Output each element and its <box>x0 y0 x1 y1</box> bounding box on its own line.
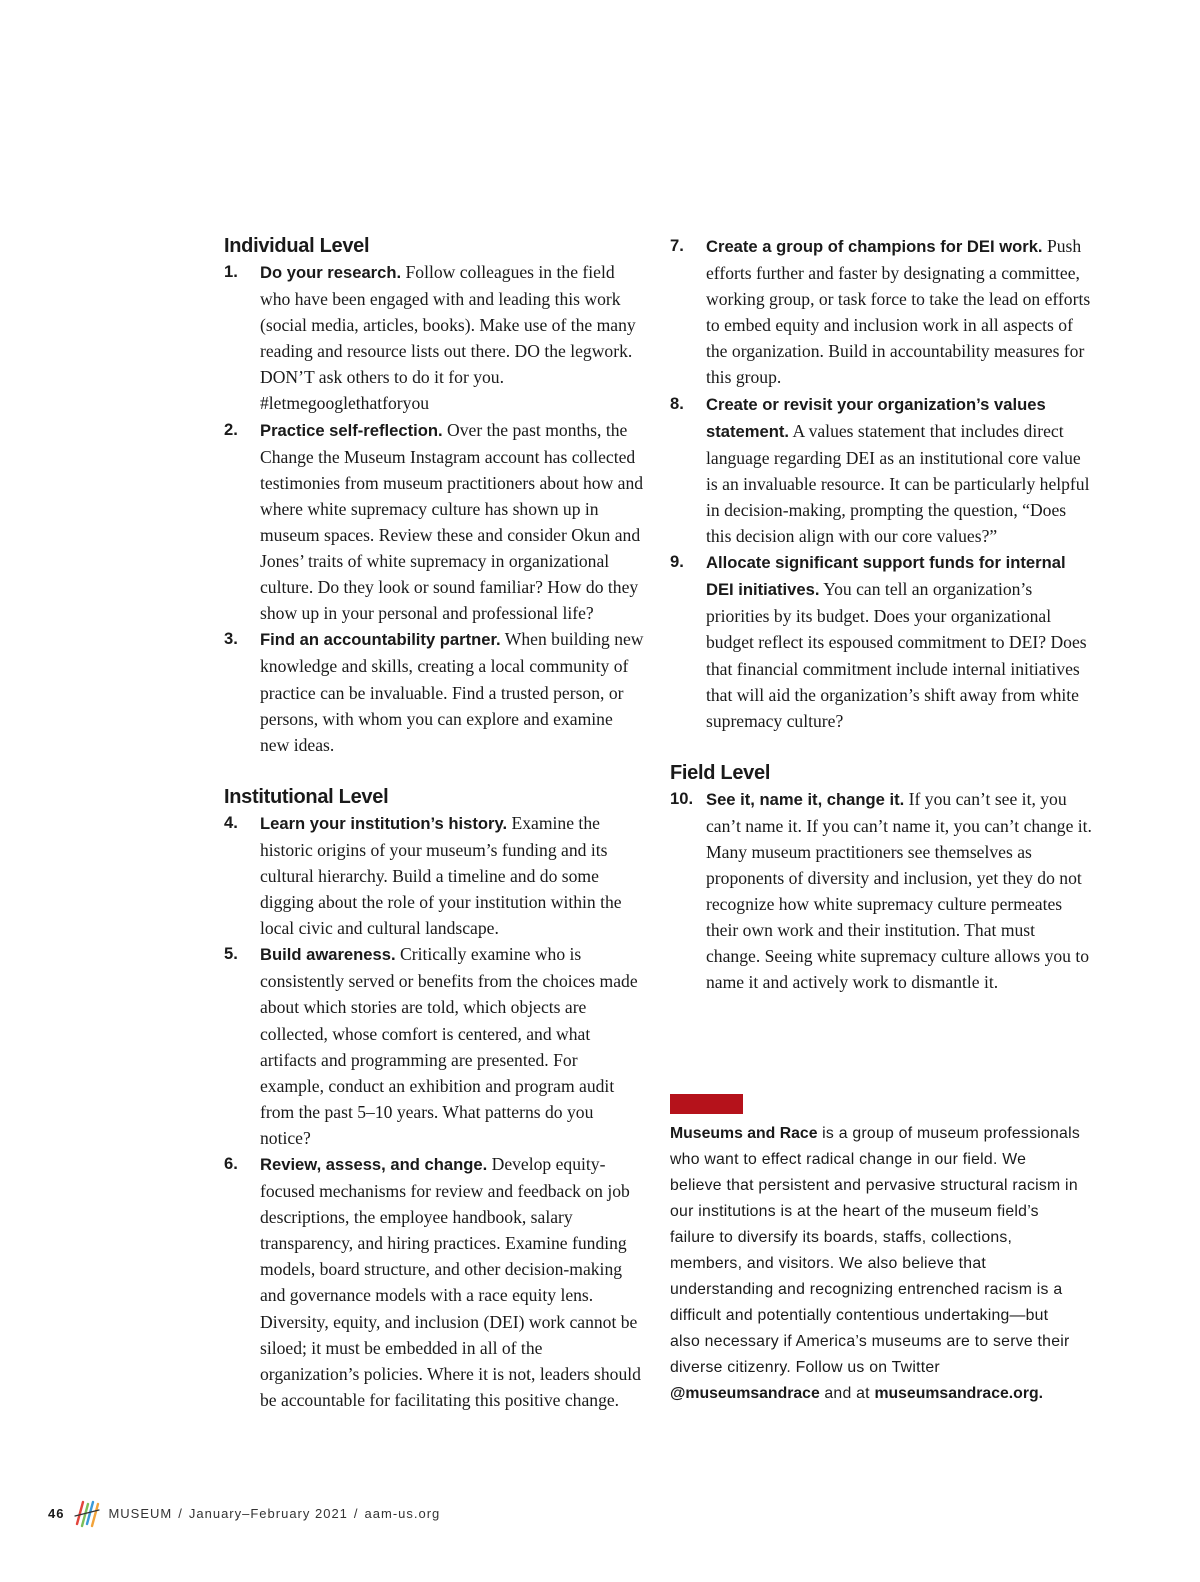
item-number: 7. <box>670 236 684 255</box>
item-body: If you can’t see it, you can’t name it. If you can’t name it, you can’t change it. Many museum practitioners see themselves as proponents of diversity and inclusion, yet they do not recognize how white supremacy culture permeates their own work and their institution. That must change. Seeing white supremacy culture allows you to name it and actively work to dismantle it. <box>706 788 1092 993</box>
list-item <box>224 810 644 941</box>
item-body: A values statement that includes direct language regarding DEI as an institutional core value is an invaluable resource. It can be particularly helpful in decision-making, prompting the question, “Does this decision align with our core values?” <box>706 420 1090 547</box>
individual-list <box>224 259 644 758</box>
institutional-level-heading: Institutional Level <box>224 785 389 808</box>
item-number: 6. <box>224 1154 238 1173</box>
item-lead: Build awareness. <box>260 945 396 965</box>
field-list <box>670 786 1092 996</box>
item-body: You can tell an organization’s priorities by its budget. Does your organizational budget reflect its espoused commitment to DEI? Does that financial commitment include internal initiatives that will aid the organization’s shift away from white supremacy culture? <box>706 579 1087 731</box>
item-number: 8. <box>670 393 684 413</box>
list-item <box>670 786 1092 996</box>
right-column <box>670 233 1092 996</box>
publication-name: MUSEUM <box>108 1505 173 1521</box>
item-number: 9. <box>670 552 684 572</box>
item-body: When building new knowledge and skills, creating a local community of practice can be invaluable. Find a trusted person, or persons, with whom you can explore and examine new ideas. <box>260 629 644 755</box>
about-text: is a group of museum professionals who want to effect radical change in our field. We believe that persistent and pervasive structural racism in our institutions is at the heart of the museum field’s failure to diversify its boards, staffs, collections, members, and visitors. We also believe that understanding and recognizing entrenched racism is a difficult and potentially contentious undertaking—but also necessary if America’s museums are to serve their diverse citizenry. Follow us on Twitter <box>670 1125 1081 1376</box>
list-item <box>224 259 644 417</box>
field-level-heading: Field Level <box>670 761 771 784</box>
individual-level-heading: Individual Level <box>224 235 370 257</box>
list-item <box>670 233 1092 391</box>
page-number: 46 <box>48 1505 65 1521</box>
about-museums-and-race <box>670 1121 1080 1407</box>
item-body: Push efforts further and faster by designating a committee, working group, or task force to take the lead on efforts to embed equity and inclusion work in all aspects of the organization. Build in accountability measures for this group. <box>706 236 1091 388</box>
page-footer <box>48 1496 440 1530</box>
item-number: 1. <box>224 262 238 281</box>
footer-separator: / <box>353 1505 359 1521</box>
item-number: 3. <box>224 629 238 649</box>
item-lead: Find an accountability partner. <box>260 630 501 650</box>
accent-bar <box>670 1094 743 1114</box>
list-item <box>670 549 1092 734</box>
item-number: 5. <box>224 944 238 964</box>
list-item <box>224 1151 644 1413</box>
item-lead: See it, name it, change it. <box>706 789 905 809</box>
aam-logo-icon <box>74 1498 100 1528</box>
item-lead: Practice self-reflection. <box>260 420 443 440</box>
item-lead: Create a group of champions for DEI work. <box>706 237 1043 256</box>
list-item <box>224 941 644 1151</box>
item-body: Develop equity-focused mechanisms for review and feedback on job descriptions, the employee handbook, salary transparency, and hiring practices. Examine funding models, board structure, and other decision-making and governance models with a race equity lens. Diversity, equity, and inclusion (DEI) work cannot be siloed; it must be embedded in all of the organization’s policies. Where it is not, leaders should be accountable for facilitating this positive change. <box>260 1154 641 1410</box>
item-body: Over the past months, the Change the Museum Instagram account has collected testimonies from museum practitioners about how and where white supremacy culture has shown up in museum spaces. Review these and consider Okun and Jones’ traits of white supremacy in organizational culture. Do they look or sound familiar? How do they show up in your personal and professional life? <box>260 419 644 624</box>
twitter-handle[interactable]: @museumsandrace <box>670 1385 820 1402</box>
item-lead: Do your research. <box>260 263 402 282</box>
item-lead: Learn your institution’s history. <box>260 813 508 833</box>
list-item <box>670 391 1092 550</box>
item-body: Follow colleagues in the field who have been engaged with and leading this work (social media, articles, books). Make use of the many reading and resource lists out there. DO the legwork. DON’T ask others to do it for you. #letmegooglethatforyou <box>260 262 636 414</box>
item-number: 10. <box>670 788 694 808</box>
item-lead: Review, assess, and change. <box>260 1155 488 1174</box>
issue-date: January–February 2021 <box>188 1505 348 1521</box>
item-number: 2. <box>224 419 238 439</box>
org-name: Museums and Race <box>670 1125 818 1142</box>
institutional-list <box>224 810 644 1413</box>
item-lead: Allocate significant support funds for internal DEI initiatives. <box>706 553 1066 600</box>
list-item <box>224 626 644 757</box>
institutional-list-continued <box>670 233 1092 734</box>
item-lead: Create or revisit your organization’s values statement. <box>706 394 1046 441</box>
footer-separator: / <box>178 1505 183 1521</box>
about-and-at: and at <box>824 1385 870 1402</box>
item-number: 4. <box>224 812 238 832</box>
website-link[interactable]: museumsandrace.org. <box>874 1385 1044 1402</box>
left-column <box>224 233 644 1413</box>
footer-site[interactable]: aam-us.org <box>364 1505 441 1521</box>
list-item <box>224 417 644 627</box>
item-body: Critically examine who is consistently served or benefits from the choices made about which stories are told, which objects are collected, whose comfort is centered, and what artifacts and programming are presented. For example, conduct an exhibition and program audit from the past 5–10 years. What patterns do you notice? <box>260 944 638 1148</box>
item-body: Examine the historic origins of your museum’s funding and its cultural hierarchy. Build a timeline and do some digging about the role of your institution within the local civic and cultural landscape. <box>260 812 622 939</box>
